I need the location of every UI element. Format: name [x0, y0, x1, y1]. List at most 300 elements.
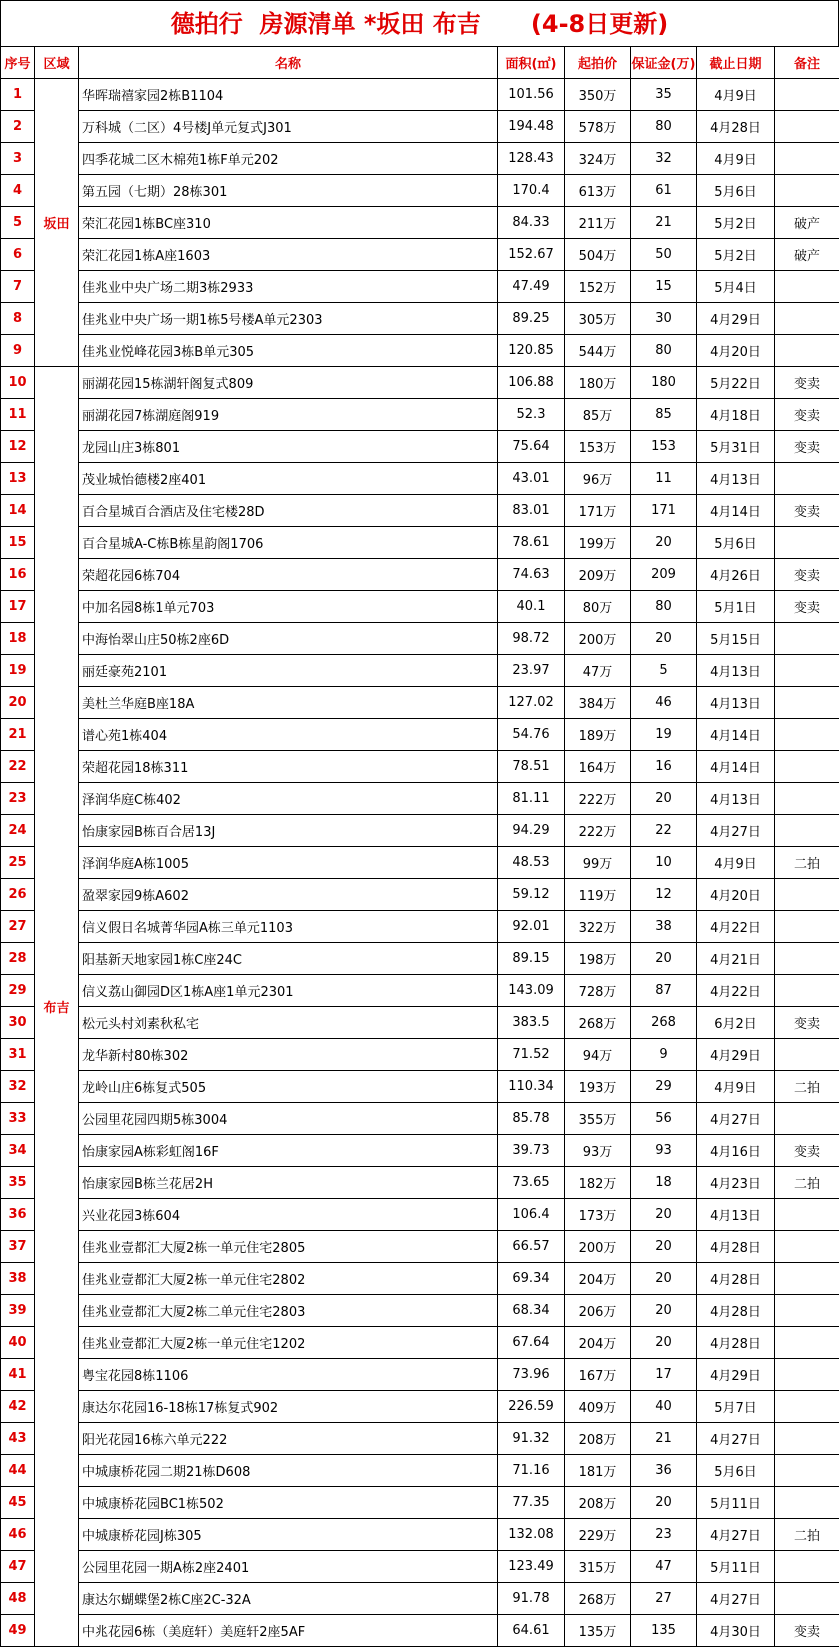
property-name-cell: 佳兆业中央广场一期1栋5号楼A单元2303 [79, 303, 498, 335]
property-name-cell: 康达尔蝴蝶堡2栋C座2C-32A [79, 1583, 498, 1615]
price-cell: 229万 [565, 1519, 631, 1551]
deadline-cell: 4月27日 [697, 815, 775, 847]
deadline-cell: 5月4日 [697, 271, 775, 303]
table-row [1, 911, 839, 943]
note-cell [775, 751, 839, 783]
district-cell: 坂田 [35, 79, 79, 367]
deadline-cell: 4月27日 [697, 1423, 775, 1455]
area-cell: 91.78 [498, 1583, 565, 1615]
district-cell: 布吉 [35, 367, 79, 1647]
deposit-cell: 12 [631, 879, 697, 911]
row-seq-cell: 20 [1, 687, 35, 719]
deadline-cell: 4月9日 [697, 143, 775, 175]
area-cell: 170.4 [498, 175, 565, 207]
row-seq-cell: 11 [1, 399, 35, 431]
header-seq: 序号 [1, 47, 35, 79]
note-cell: 变卖 [775, 1615, 839, 1647]
deposit-cell: 171 [631, 495, 697, 527]
price-cell: 208万 [565, 1423, 631, 1455]
row-seq-cell: 6 [1, 239, 35, 271]
row-seq-cell: 38 [1, 1263, 35, 1295]
property-name-cell: 中海怡翠山庄50栋2座6D [79, 623, 498, 655]
table-row [1, 1551, 839, 1583]
header-name: 名称 [79, 47, 498, 79]
deposit-cell: 15 [631, 271, 697, 303]
area-cell: 74.63 [498, 559, 565, 591]
area-cell: 152.67 [498, 239, 565, 271]
table-row [1, 879, 839, 911]
note-cell [775, 1455, 839, 1487]
table-row [1, 1039, 839, 1071]
table-header [1, 47, 839, 79]
price-cell: 182万 [565, 1167, 631, 1199]
area-cell: 110.34 [498, 1071, 565, 1103]
deadline-cell: 4月22日 [697, 911, 775, 943]
price-cell: 322万 [565, 911, 631, 943]
property-name-cell: 荣超花园18栋311 [79, 751, 498, 783]
row-seq-cell: 15 [1, 527, 35, 559]
area-cell: 48.53 [498, 847, 565, 879]
table-row [1, 1135, 839, 1167]
note-cell [775, 1551, 839, 1583]
price-cell: 173万 [565, 1199, 631, 1231]
property-name-cell: 丽湖花园7栋湖庭阁919 [79, 399, 498, 431]
note-cell: 变卖 [775, 1135, 839, 1167]
area-cell: 143.09 [498, 975, 565, 1007]
price-cell: 119万 [565, 879, 631, 911]
price-cell: 305万 [565, 303, 631, 335]
deadline-cell: 4月28日 [697, 1327, 775, 1359]
deposit-cell: 29 [631, 1071, 697, 1103]
deposit-cell: 20 [631, 623, 697, 655]
row-seq-cell: 44 [1, 1455, 35, 1487]
row-seq-cell: 12 [1, 431, 35, 463]
deposit-cell: 30 [631, 303, 697, 335]
deposit-cell: 153 [631, 431, 697, 463]
header-price: 起拍价 [565, 47, 631, 79]
note-cell [775, 975, 839, 1007]
property-name-cell: 公园里花园四期5栋3004 [79, 1103, 498, 1135]
row-seq-cell: 31 [1, 1039, 35, 1071]
price-cell: 85万 [565, 399, 631, 431]
row-seq-cell: 16 [1, 559, 35, 591]
property-name-cell: 中城康桥花园二期21栋D608 [79, 1455, 498, 1487]
deadline-cell: 4月28日 [697, 1295, 775, 1327]
property-name-cell: 佳兆业壹都汇大厦2栋一单元住宅2802 [79, 1263, 498, 1295]
row-seq-cell: 35 [1, 1167, 35, 1199]
deposit-cell: 20 [631, 1327, 697, 1359]
deposit-cell: 40 [631, 1391, 697, 1423]
table-row [1, 1231, 839, 1263]
area-cell: 71.52 [498, 1039, 565, 1071]
deadline-cell: 4月9日 [697, 79, 775, 111]
row-seq-cell: 45 [1, 1487, 35, 1519]
deadline-cell: 4月29日 [697, 1359, 775, 1391]
deadline-cell: 4月21日 [697, 943, 775, 975]
deposit-cell: 19 [631, 719, 697, 751]
table-row [1, 1167, 839, 1199]
row-seq-cell: 43 [1, 1423, 35, 1455]
deposit-cell: 80 [631, 111, 697, 143]
property-name-cell: 佳兆业壹都汇大厦2栋二单元住宅2803 [79, 1295, 498, 1327]
property-name-cell: 华晖瑞禧家园2栋B1104 [79, 79, 498, 111]
deposit-cell: 20 [631, 1231, 697, 1263]
table-row [1, 751, 839, 783]
row-seq-cell: 18 [1, 623, 35, 655]
table-row [1, 207, 839, 239]
note-cell [775, 1423, 839, 1455]
deadline-cell: 5月11日 [697, 1551, 775, 1583]
note-cell: 变卖 [775, 431, 839, 463]
header-area: 面积(㎡) [498, 47, 565, 79]
note-cell [775, 143, 839, 175]
price-cell: 96万 [565, 463, 631, 495]
note-cell [775, 79, 839, 111]
note-cell [775, 303, 839, 335]
area-cell: 132.08 [498, 1519, 565, 1551]
deadline-cell: 4月13日 [697, 463, 775, 495]
price-cell: 153万 [565, 431, 631, 463]
row-seq-cell: 39 [1, 1295, 35, 1327]
note-cell [775, 687, 839, 719]
area-cell: 47.49 [498, 271, 565, 303]
price-cell: 200万 [565, 623, 631, 655]
property-name-cell: 万科城（二区）4号楼J单元复式J301 [79, 111, 498, 143]
note-cell [775, 335, 839, 367]
deposit-cell: 20 [631, 1199, 697, 1231]
property-name-cell: 怡康家园B栋百合居13J [79, 815, 498, 847]
table-row [1, 943, 839, 975]
property-name-cell: 信义荔山御园D区1栋A座1单元2301 [79, 975, 498, 1007]
deposit-cell: 85 [631, 399, 697, 431]
deadline-cell: 4月27日 [697, 1583, 775, 1615]
price-cell: 135万 [565, 1615, 631, 1647]
note-cell: 变卖 [775, 495, 839, 527]
note-cell: 二拍 [775, 1519, 839, 1551]
deposit-cell: 50 [631, 239, 697, 271]
deposit-cell: 20 [631, 527, 697, 559]
property-name-cell: 谱心苑1栋404 [79, 719, 498, 751]
property-name-cell: 荣汇花园1栋BC座310 [79, 207, 498, 239]
row-seq-cell: 1 [1, 79, 35, 111]
price-cell: 613万 [565, 175, 631, 207]
area-cell: 128.43 [498, 143, 565, 175]
deposit-cell: 23 [631, 1519, 697, 1551]
note-cell: 二拍 [775, 1071, 839, 1103]
area-cell: 73.65 [498, 1167, 565, 1199]
table-row [1, 975, 839, 1007]
note-cell [775, 271, 839, 303]
deadline-cell: 4月13日 [697, 655, 775, 687]
deposit-cell: 20 [631, 943, 697, 975]
deposit-cell: 209 [631, 559, 697, 591]
deposit-cell: 27 [631, 1583, 697, 1615]
deposit-cell: 20 [631, 1263, 697, 1295]
deadline-cell: 5月7日 [697, 1391, 775, 1423]
deadline-cell: 5月6日 [697, 175, 775, 207]
price-cell: 324万 [565, 143, 631, 175]
area-cell: 73.96 [498, 1359, 565, 1391]
table-row [1, 495, 839, 527]
deadline-cell: 4月27日 [697, 1103, 775, 1135]
deposit-cell: 5 [631, 655, 697, 687]
note-cell [775, 815, 839, 847]
area-cell: 89.15 [498, 943, 565, 975]
deposit-cell: 56 [631, 1103, 697, 1135]
area-cell: 194.48 [498, 111, 565, 143]
area-cell: 77.35 [498, 1487, 565, 1519]
row-seq-cell: 22 [1, 751, 35, 783]
area-cell: 106.88 [498, 367, 565, 399]
table-row [1, 719, 839, 751]
price-cell: 578万 [565, 111, 631, 143]
property-name-cell: 佳兆业中央广场二期3栋2933 [79, 271, 498, 303]
table-row [1, 1519, 839, 1551]
row-seq-cell: 25 [1, 847, 35, 879]
price-cell: 181万 [565, 1455, 631, 1487]
row-seq-cell: 9 [1, 335, 35, 367]
deposit-cell: 17 [631, 1359, 697, 1391]
area-cell: 101.56 [498, 79, 565, 111]
deposit-cell: 135 [631, 1615, 697, 1647]
deposit-cell: 9 [631, 1039, 697, 1071]
area-cell: 226.59 [498, 1391, 565, 1423]
row-seq-cell: 47 [1, 1551, 35, 1583]
area-cell: 106.4 [498, 1199, 565, 1231]
area-cell: 68.34 [498, 1295, 565, 1327]
price-cell: 199万 [565, 527, 631, 559]
price-cell: 211万 [565, 207, 631, 239]
deadline-cell: 4月20日 [697, 879, 775, 911]
note-cell: 变卖 [775, 1007, 839, 1039]
price-cell: 99万 [565, 847, 631, 879]
row-seq-cell: 37 [1, 1231, 35, 1263]
table-row [1, 1103, 839, 1135]
table-row [1, 1071, 839, 1103]
table-row [1, 687, 839, 719]
deadline-cell: 5月22日 [697, 367, 775, 399]
area-cell: 83.01 [498, 495, 565, 527]
deadline-cell: 4月28日 [697, 1263, 775, 1295]
area-cell: 52.3 [498, 399, 565, 431]
note-cell [775, 527, 839, 559]
price-cell: 189万 [565, 719, 631, 751]
row-seq-cell: 7 [1, 271, 35, 303]
row-seq-cell: 29 [1, 975, 35, 1007]
table-row [1, 239, 839, 271]
property-name-cell: 美杜兰华庭B座18A [79, 687, 498, 719]
property-name-cell: 兴业花园3栋604 [79, 1199, 498, 1231]
table-row [1, 783, 839, 815]
price-cell: 315万 [565, 1551, 631, 1583]
deposit-cell: 87 [631, 975, 697, 1007]
price-cell: 206万 [565, 1295, 631, 1327]
deadline-cell: 5月11日 [697, 1487, 775, 1519]
note-cell [775, 623, 839, 655]
deposit-cell: 80 [631, 335, 697, 367]
price-cell: 47万 [565, 655, 631, 687]
price-cell: 409万 [565, 1391, 631, 1423]
property-name-cell: 公园里花园一期A栋2座2401 [79, 1551, 498, 1583]
table-row [1, 527, 839, 559]
deadline-cell: 4月26日 [697, 559, 775, 591]
note-cell [775, 1487, 839, 1519]
row-seq-cell: 2 [1, 111, 35, 143]
row-seq-cell: 14 [1, 495, 35, 527]
note-cell [775, 943, 839, 975]
deadline-cell: 5月15日 [697, 623, 775, 655]
area-cell: 67.64 [498, 1327, 565, 1359]
property-name-cell: 阳光花园16栋六单元222 [79, 1423, 498, 1455]
property-name-cell: 佳兆业壹都汇大厦2栋一单元住宅2805 [79, 1231, 498, 1263]
deposit-cell: 20 [631, 1295, 697, 1327]
row-seq-cell: 46 [1, 1519, 35, 1551]
header-deposit: 保证金(万) [631, 47, 697, 79]
deadline-cell: 4月13日 [697, 687, 775, 719]
area-cell: 81.11 [498, 783, 565, 815]
note-cell [775, 879, 839, 911]
deposit-cell: 36 [631, 1455, 697, 1487]
table-row [1, 79, 839, 111]
row-seq-cell: 49 [1, 1615, 35, 1647]
price-cell: 200万 [565, 1231, 631, 1263]
table-row [1, 623, 839, 655]
table-row [1, 1295, 839, 1327]
deadline-cell: 4月16日 [697, 1135, 775, 1167]
area-cell: 39.73 [498, 1135, 565, 1167]
note-cell [775, 111, 839, 143]
table-row [1, 303, 839, 335]
area-cell: 123.49 [498, 1551, 565, 1583]
deadline-cell: 4月9日 [697, 1071, 775, 1103]
property-name-cell: 阳基新天地家园1栋C座24C [79, 943, 498, 975]
property-name-cell: 荣汇花园1栋A座1603 [79, 239, 498, 271]
property-name-cell: 粤宝花园8栋1106 [79, 1359, 498, 1391]
row-seq-cell: 8 [1, 303, 35, 335]
deadline-cell: 4月13日 [697, 1199, 775, 1231]
table-row [1, 1263, 839, 1295]
note-cell: 破产 [775, 207, 839, 239]
row-seq-cell: 30 [1, 1007, 35, 1039]
table-body [1, 79, 839, 1647]
property-name-cell: 四季花城二区木棉苑1栋F单元202 [79, 143, 498, 175]
note-cell: 变卖 [775, 367, 839, 399]
deadline-cell: 5月6日 [697, 527, 775, 559]
deadline-cell: 4月14日 [697, 751, 775, 783]
property-name-cell: 怡康家园A栋彩虹阁16F [79, 1135, 498, 1167]
table-row [1, 367, 839, 399]
property-name-cell: 佳兆业壹都汇大厦2栋一单元住宅1202 [79, 1327, 498, 1359]
table-row [1, 1423, 839, 1455]
deposit-cell: 16 [631, 751, 697, 783]
note-cell [775, 175, 839, 207]
row-seq-cell: 23 [1, 783, 35, 815]
area-cell: 54.76 [498, 719, 565, 751]
deadline-cell: 4月14日 [697, 495, 775, 527]
table-row [1, 175, 839, 207]
note-cell: 变卖 [775, 559, 839, 591]
deadline-cell: 4月29日 [697, 303, 775, 335]
note-cell [775, 1327, 839, 1359]
note-cell: 变卖 [775, 591, 839, 623]
deadline-cell: 5月31日 [697, 431, 775, 463]
deposit-cell: 80 [631, 591, 697, 623]
price-cell: 268万 [565, 1007, 631, 1039]
area-cell: 84.33 [498, 207, 565, 239]
deadline-cell: 4月28日 [697, 111, 775, 143]
property-name-cell: 盈翠家园9栋A602 [79, 879, 498, 911]
table-row [1, 1583, 839, 1615]
area-cell: 89.25 [498, 303, 565, 335]
deposit-cell: 21 [631, 1423, 697, 1455]
area-cell: 120.85 [498, 335, 565, 367]
note-cell [775, 1391, 839, 1423]
deadline-cell: 6月2日 [697, 1007, 775, 1039]
price-cell: 209万 [565, 559, 631, 591]
deposit-cell: 35 [631, 79, 697, 111]
deposit-cell: 20 [631, 783, 697, 815]
table-row [1, 1359, 839, 1391]
table-row [1, 815, 839, 847]
row-seq-cell: 13 [1, 463, 35, 495]
area-cell: 43.01 [498, 463, 565, 495]
area-cell: 94.29 [498, 815, 565, 847]
price-cell: 384万 [565, 687, 631, 719]
area-cell: 40.1 [498, 591, 565, 623]
price-cell: 355万 [565, 1103, 631, 1135]
area-cell: 98.72 [498, 623, 565, 655]
property-name-cell: 百合星城百合酒店及住宅楼28D [79, 495, 498, 527]
note-cell [775, 911, 839, 943]
row-seq-cell: 33 [1, 1103, 35, 1135]
property-name-cell: 丽廷豪苑2101 [79, 655, 498, 687]
deposit-cell: 18 [631, 1167, 697, 1199]
table-row [1, 335, 839, 367]
property-name-cell: 荣超花园6栋704 [79, 559, 498, 591]
area-cell: 78.51 [498, 751, 565, 783]
price-cell: 728万 [565, 975, 631, 1007]
table-row [1, 1391, 839, 1423]
price-cell: 222万 [565, 783, 631, 815]
price-cell: 180万 [565, 367, 631, 399]
price-cell: 94万 [565, 1039, 631, 1071]
row-seq-cell: 4 [1, 175, 35, 207]
price-cell: 204万 [565, 1263, 631, 1295]
property-name-cell: 松元头村刘素秋私宅 [79, 1007, 498, 1039]
property-name-cell: 泽润华庭C栋402 [79, 783, 498, 815]
price-cell: 93万 [565, 1135, 631, 1167]
row-seq-cell: 17 [1, 591, 35, 623]
price-cell: 171万 [565, 495, 631, 527]
area-cell: 78.61 [498, 527, 565, 559]
note-cell: 破产 [775, 239, 839, 271]
deposit-cell: 93 [631, 1135, 697, 1167]
note-cell [775, 463, 839, 495]
area-cell: 383.5 [498, 1007, 565, 1039]
property-name-cell: 中城康桥花园J栋305 [79, 1519, 498, 1551]
row-seq-cell: 34 [1, 1135, 35, 1167]
header-row [1, 47, 839, 79]
deadline-cell: 4月22日 [697, 975, 775, 1007]
table-row [1, 1199, 839, 1231]
table-row [1, 431, 839, 463]
note-cell: 二拍 [775, 847, 839, 879]
area-cell: 64.61 [498, 1615, 565, 1647]
property-name-cell: 泽润华庭A栋1005 [79, 847, 498, 879]
deposit-cell: 22 [631, 815, 697, 847]
property-name-cell: 龙园山庄3栋801 [79, 431, 498, 463]
deposit-cell: 20 [631, 1487, 697, 1519]
